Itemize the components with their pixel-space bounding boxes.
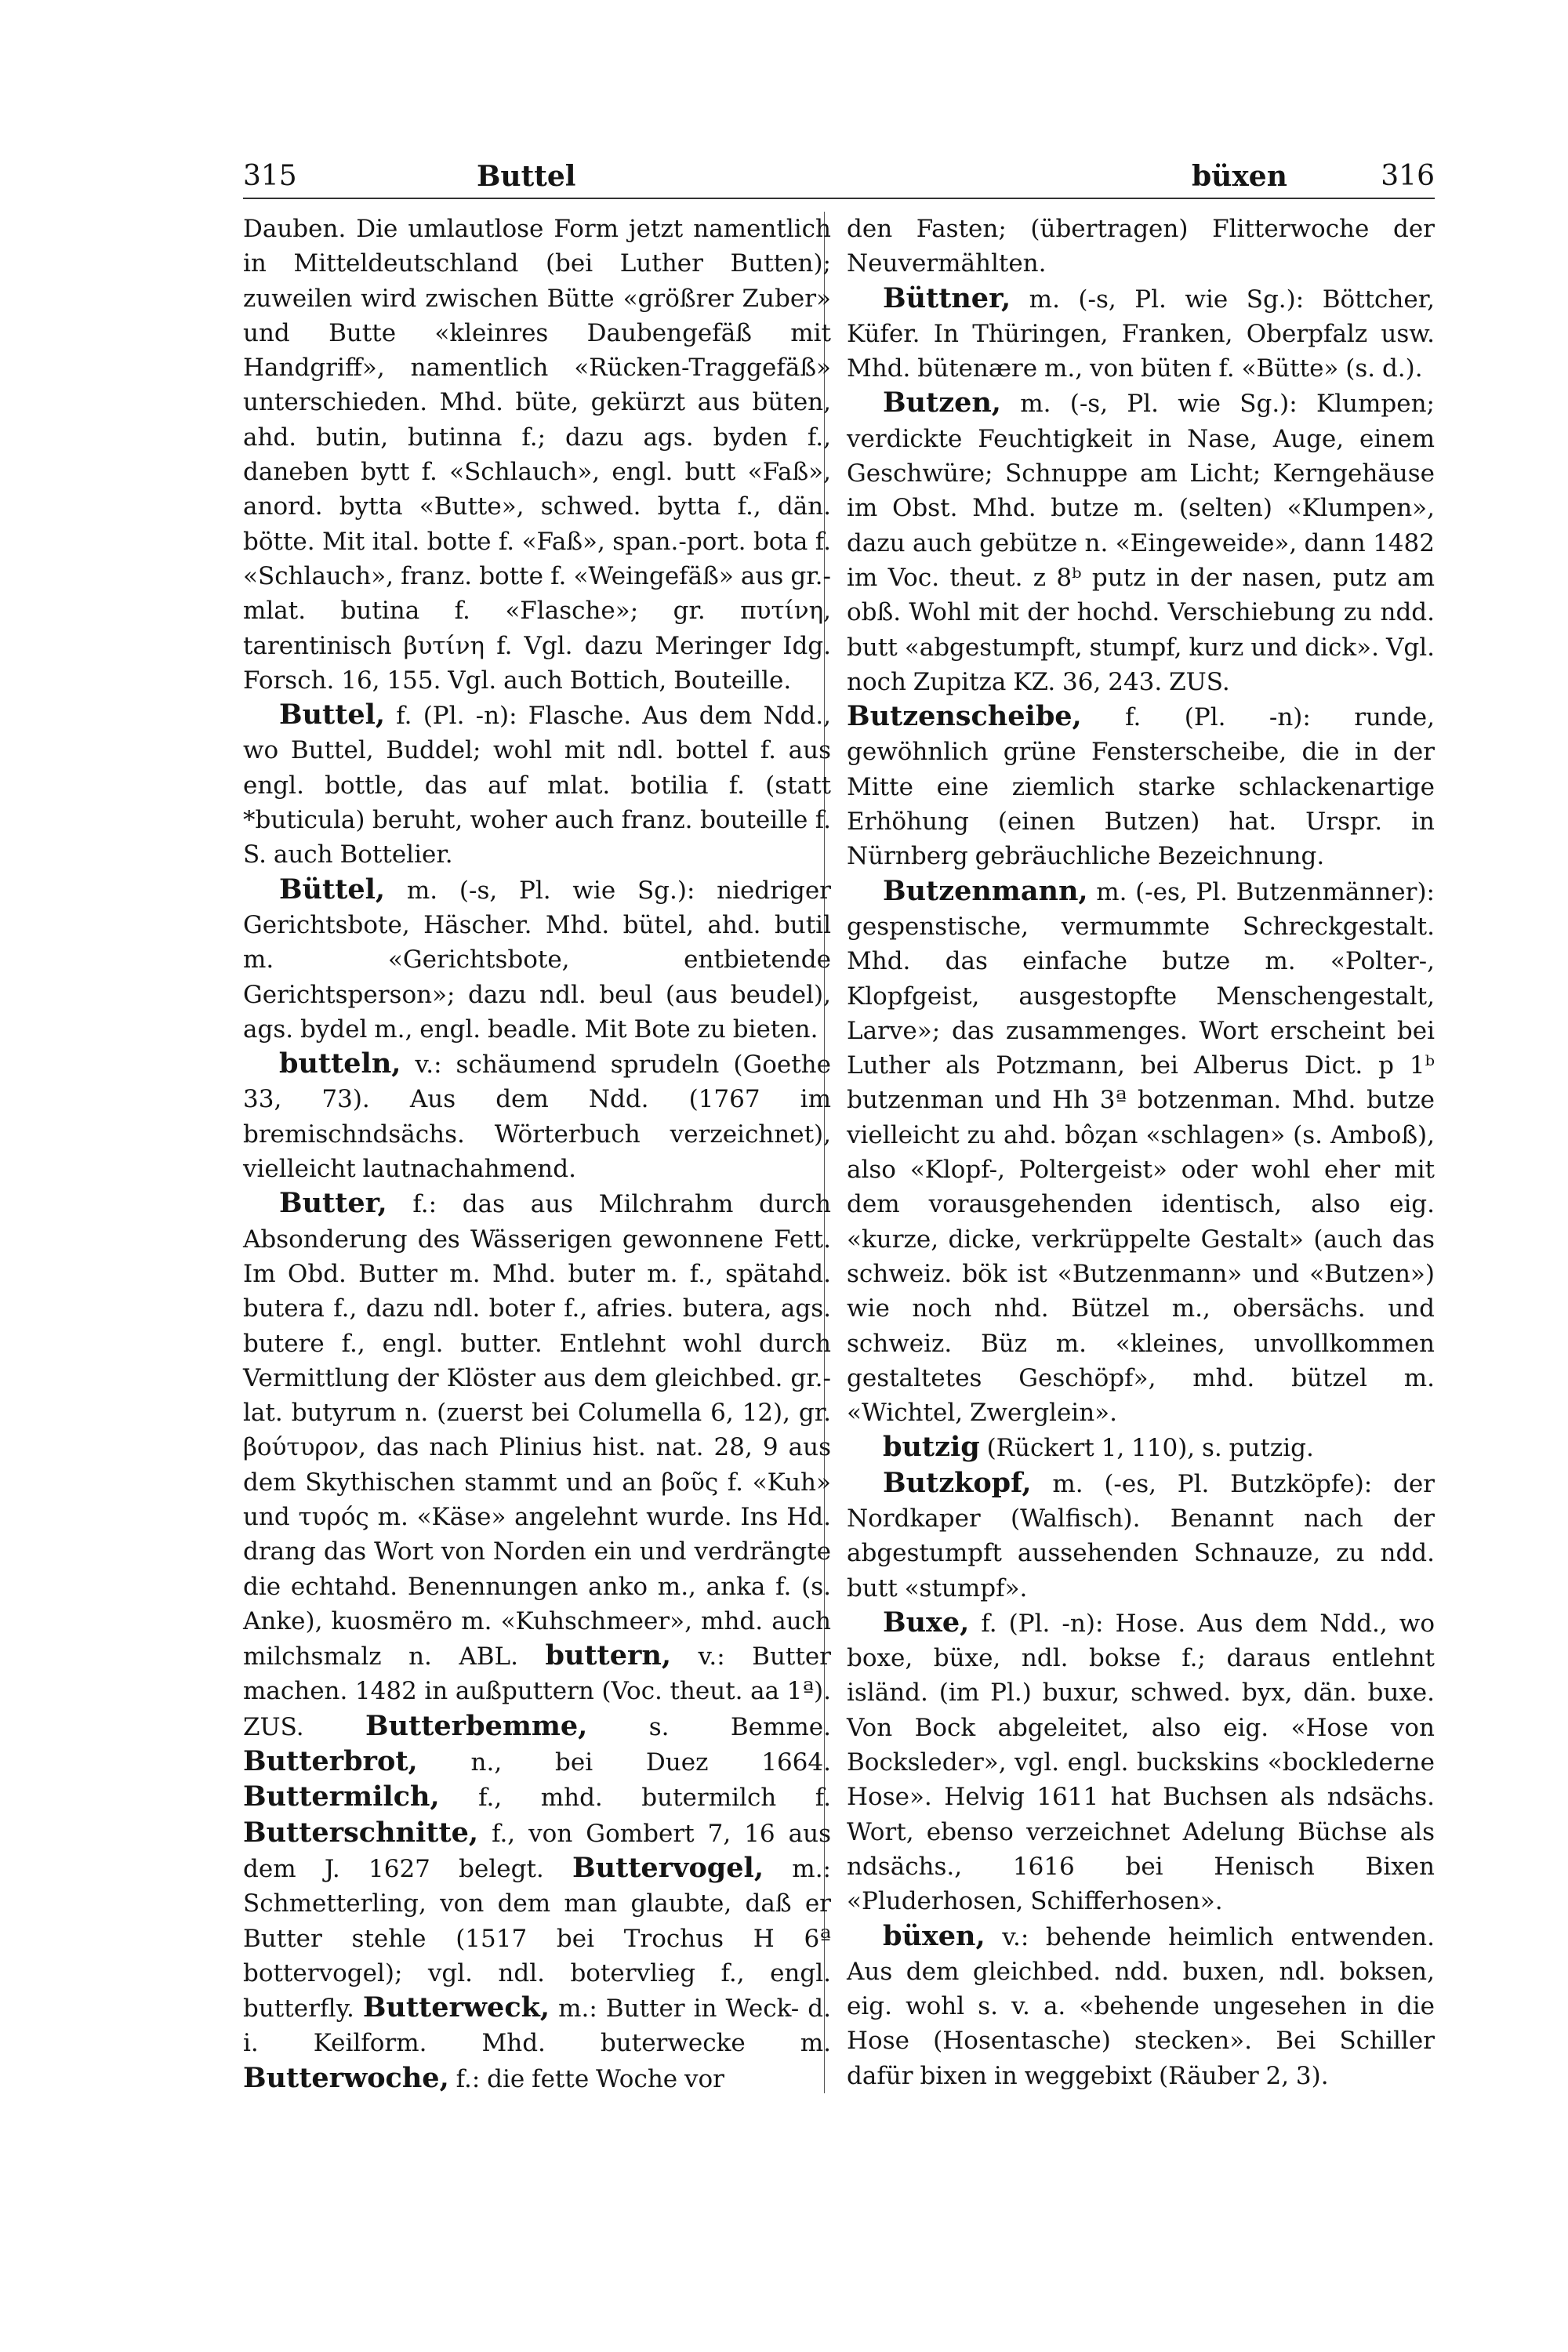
headword: Butterbemme, <box>365 1709 588 1742</box>
entry-text: m. (-s, Pl. wie Sg.): Böttcher, Küfer. In Thüringen, Franken, Oberpfalz usw. Mhd. bütenære m., von büten f. «Bütte» (s. d.). <box>847 285 1435 383</box>
entry-butteln <box>243 1047 831 1186</box>
entry-text: f.: das aus Milchrahm durch Absonderung des Wässerigen gewonnene Fett. Im Obd. Butter m. Mhd. buter m. f., spätahd. butera f., dazu ndl. boter f., afries. butera, ags. butere f., engl. butter. Entlehnt wohl durch Vermittlung der Klöster aus dem gleichbed. gr.-lat. butyrum n. (zuerst bei Columella 6, 12), gr. βούτυρον, das nach Plinius hist. nat. 28, 9 aus dem Skythischen stammt und an βοῦς f. «Kuh» und τυρός m. «Käse» angelehnt wurde. Ins Hd. drang das Wort von Norden ein und verdrängte die echtahd. Benennungen anko m., anka f. (s. Anke), kuosmëro m. «Kuhschmeer», mhd. auch milchsmalz n. ABL. <box>243 1190 831 1671</box>
entry-text: m. (-es, Pl. Butzenmänner): gespenstische, vermummte Schreckgestalt. Mhd. das einfache butze m. «Polter-, Klopfgeist, ausgestopfte Menschengestalt, Larve»; das zusammenges. Wort erscheint bei Luther als Potzmann, bei Alberus Dict. p 1ᵇ butzenman und Hh 3ª botzenman. Mhd. butze vielleicht zu ahd. bôȥan «schlagen» (s. Amboß), also «Klopf-, Poltergeist» oder wohl eher mit dem vorausgehenden identisch, also eig. «kurze, dicke, verkrüppelte Gestalt» (auch das schweiz. bök ist «Butzenmann» und «Butzen») wie noch nhd. Bützel m., obersächs. und schweiz. Büz m. «kleines, unvollkommen gestaltetes Geschöpf», mhd. bützel m. «Wichtel, Zwerglein». <box>847 877 1435 1428</box>
entry-butzen <box>847 386 1435 699</box>
headword: Butter, <box>279 1187 387 1220</box>
entry-text: m. (-s, Pl. wie Sg.): Klumpen; verdickte Feuchtigkeit in Nase, Auge, einem Geschwüre; Schnuppe am Licht; Kerngehäuse im Obst. Mhd. butze m. (selten) «Klumpen», dazu auch gebütze n. «Eingeweide», dann 1482 im Voc. theut. z 8ᵇ putz in der nasen, putz am obß. Wohl mit der hochd. Verschiebung zu ndd. butt «abgestumpft, stumpf, kurz und dick». Vgl. noch Zupitza KZ. 36, 243. ZUS. <box>847 390 1435 696</box>
entry-butter <box>243 1186 831 2096</box>
entry-text: m. (-es, Pl. Butzköpfe): der Nordkaper (Walfisch). Benannt nach der abgestumpft aussehenden Schnauze, zu ndd. butt «stumpf». <box>847 1469 1435 1602</box>
entry-text: m.: Butter in Weck- d. i. Keilform. Mhd. buterwecke m. <box>243 1994 831 2058</box>
entry-text: f., mhd. butermilch f. <box>439 1784 831 1813</box>
headword: butteln, <box>279 1047 401 1080</box>
headword: Butzenmann, <box>883 874 1088 907</box>
headword: buttern, <box>545 1639 672 1672</box>
entry-buxe <box>847 1606 1435 1919</box>
guide-word-left: Buttel <box>477 160 576 193</box>
entry-text: v.: schäumend sprudeln (Goethe 33, 73). Aus dem Ndd. (1767 im bremischndsächs. Wörterbuch verzeichnet), vielleicht lautnachahmend. <box>243 1051 831 1184</box>
continued-entry: den Fasten; (übertragen) Flitterwoche der Neuvermählten. <box>847 215 1435 278</box>
right-column <box>847 212 1435 2093</box>
page-number-left: 315 <box>243 160 297 192</box>
entry-text: n., bei Duez 1664. <box>417 1748 831 1777</box>
entry-buettel <box>243 873 831 1047</box>
entry-buettner <box>847 281 1435 387</box>
page-header <box>243 153 1435 200</box>
entry-text: f. (Pl. -n): runde, gewöhnlich grüne Fensterscheibe, die in der Mitte eine ziemlich starke schlackenartige Erhöhung (einen Butzen) hat. Urspr. in Nürnberg gebräuchliche Bezeichnung. <box>847 703 1435 871</box>
headword: büxen, <box>883 1919 985 1952</box>
headword: Büttel, <box>279 873 386 906</box>
entry-text: s. Bemme. <box>587 1712 831 1741</box>
headword: Butterbrot, <box>243 1745 418 1778</box>
continued-entry: Dauben. Die umlautlose Form jetzt namentlich in Mitteldeutschland (bei Luther Butten); zuweilen wird zwischen Bütte «größrer Zuber» und Butte «kleinres Daubengefäß mit Handgriff», namentlich «Rücken-Traggefäß» unterschieden. Mhd. büte, gekürzt aus büten, ahd. butin, butinna f.; dazu ags. byden f., daneben bytt f. «Schlauch», engl. butt «Faß», anord. bytta «Butte», schwed. bytta f., dän. bötte. Mit ital. botte f. «Faß», span.-port. bota f. «Schlauch», franz. botte f. «Weingefäß» aus gr.-mlat. butina f. «Flasche»; gr. πυτίνη, tarentinisch βυτίνη f. Vgl. dazu Meringer Idg. Forsch. 16, 155. Vgl. auch Bottich, Bouteille. <box>243 215 831 695</box>
entry-text: v.: behende heimlich entwenden. Aus dem gleichbed. ndd. buxen, ndl. boksen, eig. wohl s. v. a. «behende ungesehen in die Hose (Hosentasche) stecken». Bei Schiller dafür bixen in weggebixt (Räuber 2, 3). <box>847 1922 1435 2090</box>
headword: Buxe, <box>883 1606 970 1639</box>
headword: Buttervogel, <box>572 1851 764 1884</box>
entry-butzig <box>847 1430 1435 1465</box>
entry-text: f. (Pl. -n): Flasche. Aus dem Ndd., wo Buttel, Buddel; wohl mit ndl. bottel f. aus engl. bottle, das auf mlat. botilia f. (statt *buticula) beruht, woher auch franz. bouteille f. S. auch Bottelier. <box>243 702 831 869</box>
headword: Butterwoche, <box>243 2061 449 2094</box>
entry-text: v.: Butter machen. 1482 in außputtern (Voc. theut. aa 1ª). ZUS. <box>243 1642 831 1741</box>
entry-text: f.: die fette Woche vor <box>448 2064 724 2093</box>
headword: butzig <box>883 1431 980 1464</box>
headword: Butzenscheibe, <box>847 700 1082 733</box>
entry-butzenscheibe <box>847 699 1435 873</box>
entry-text: f. (Pl. -n): Hose. Aus dem Ndd., wo boxe, büxe, ndl. bokse f.; daraus entlehnt isländ. (im Pl.) buxur, schwed. byx, dän. buxe. Von Bock abgeleitet, also eig. «Hose von Bocksleder», vgl. engl. buckskins «bocklederne Hose». Helvig 1611 hat Buchsen als ndsächs. Wort, ebenso verzeichnet Adelung Büchse als ndsächs., 1616 bei Henisch Bixen «Pluderhosen, Schifferhosen». <box>847 1609 1435 1916</box>
entry-text: (Rückert 1, 110), s. putzig. <box>979 1434 1314 1463</box>
guide-word-right: büxen <box>1192 160 1287 193</box>
headword: Butterschnitte, <box>243 1816 479 1849</box>
entry-text: m.: Schmetterling, von dem man glaubte, daß er Butter stehle (1517 bei Trochus H 6ª bottervogel); vgl. ndl. botervlieg f., engl. butterfly. <box>243 1854 831 2024</box>
header-rule <box>243 198 1435 199</box>
entry-text: m. (-s, Pl. wie Sg.): niedriger Gerichtsbote, Häscher. Mhd. bütel, ahd. butil m. «Gerichtsbote, entbietende Gerichtsperson»; dazu ndl. beul (aus beudel), ags. bydel m., engl. beadle. Mit Bote zu bieten. <box>243 876 831 1044</box>
headword: Buttermilch, <box>243 1780 440 1813</box>
headword: Butzen, <box>883 387 1001 419</box>
entry-butzenmann <box>847 874 1435 1431</box>
entry-buexen <box>847 1919 1435 2093</box>
entry-butzkopf <box>847 1466 1435 1606</box>
entry-text: f., von Gombert 7, 16 aus dem J. 1627 belegt. <box>243 1819 831 1883</box>
headword: Büttner, <box>883 281 1011 314</box>
entry-buttel <box>243 698 831 872</box>
headword: Buttel, <box>279 699 386 731</box>
page-number-right: 316 <box>1381 160 1435 192</box>
left-column <box>243 212 831 2096</box>
headword: Butzkopf, <box>883 1466 1032 1499</box>
headword: Butterweck, <box>362 1991 550 2024</box>
